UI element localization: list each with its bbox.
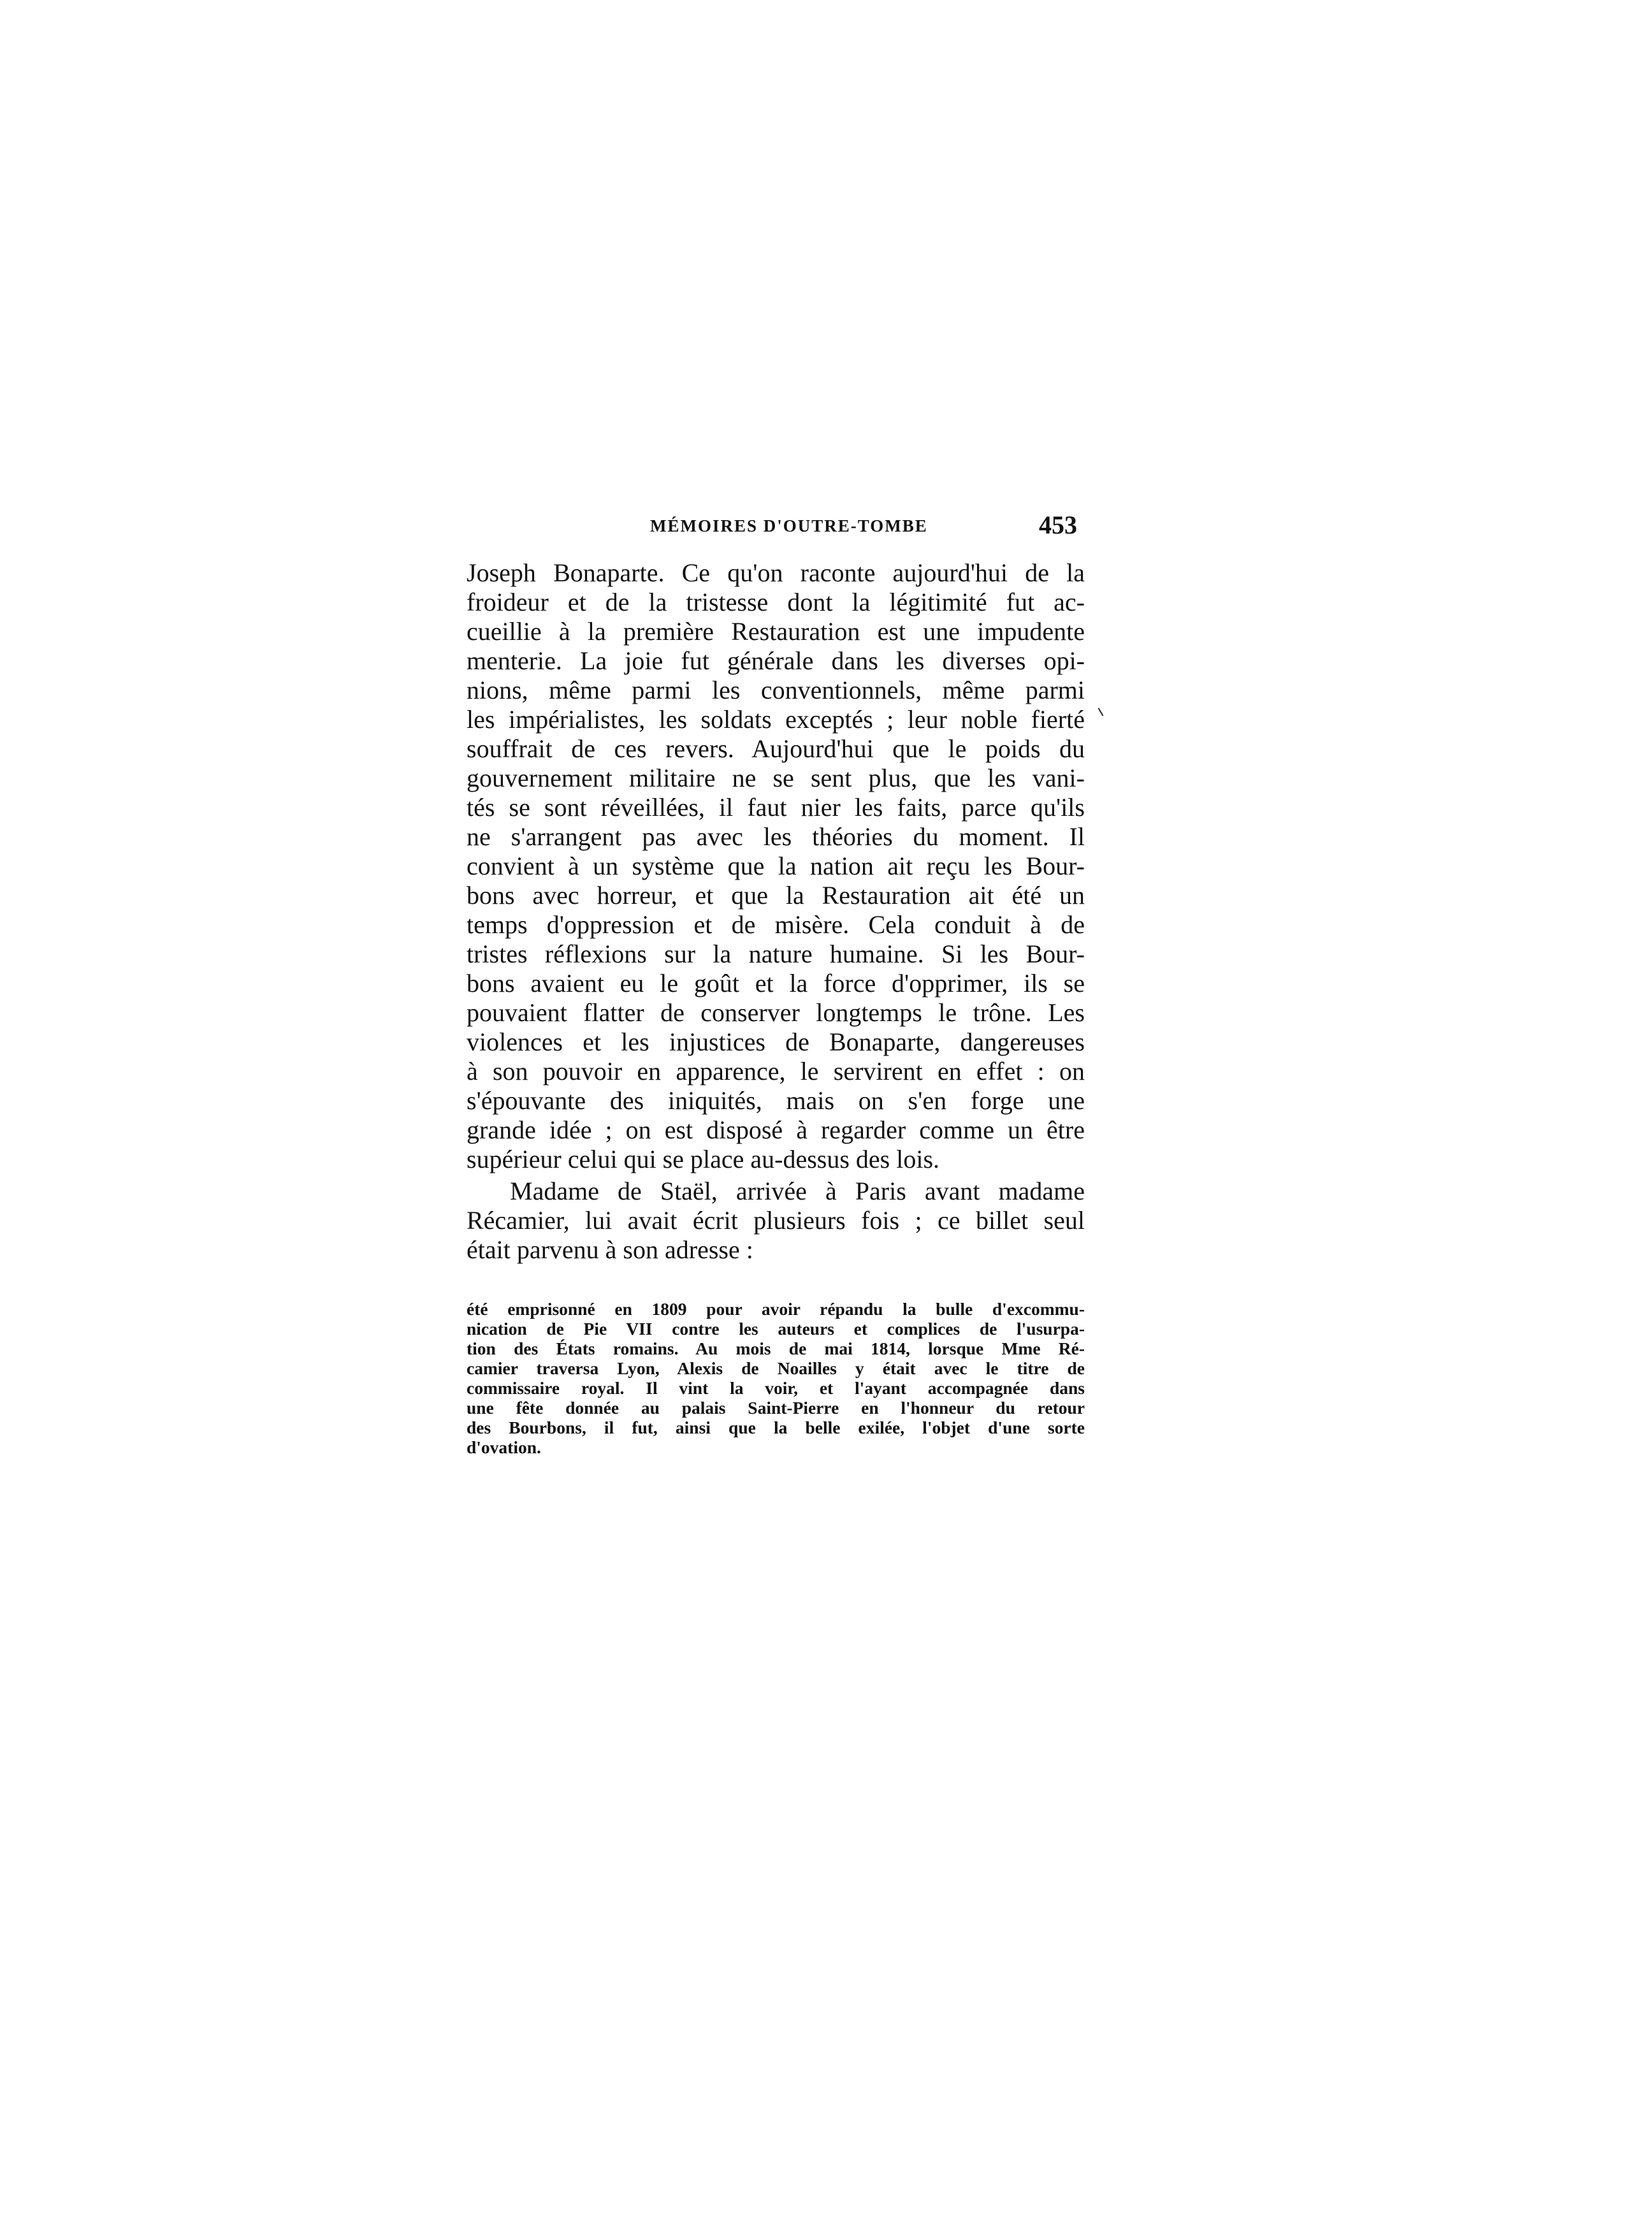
body-line: gouvernement militaire ne se sent plus, que les vani- xyxy=(467,764,1085,792)
body-line: bons avaient eu le goût et la force d'opprimer, ils se xyxy=(467,969,1085,998)
footnote-line: été emprisonné en 1809 pour avoir répandu la bulle d'excommu- xyxy=(467,1299,1085,1319)
body-line: bons avec horreur, et que la Restauration ait été un xyxy=(467,881,1085,910)
body-line: menterie. La joie fut générale dans les diverses opi- xyxy=(467,646,1085,675)
body-line: tristes réflexions sur la nature humaine. Si les Bour- xyxy=(467,940,1085,968)
body-line: Madame de Staël, arrivée à Paris avant madame xyxy=(510,1177,1085,1205)
body-line: temps d'oppression et de misère. Cela conduit à de xyxy=(467,910,1085,939)
body-line: convient à un système que la nation ait reçu les Bour- xyxy=(467,852,1085,880)
body-line: supérieur celui qui se place au-dessus des lois. xyxy=(467,1145,940,1173)
running-title: MÉMOIRES D'OUTRE-TOMBE xyxy=(650,516,928,535)
body-line: froideur et de la tristesse dont la légitimité fut ac- xyxy=(467,588,1085,616)
footnote-line: des Bourbons, il fut, ainsi que la belle exilée, l'objet d'une sorte xyxy=(467,1418,1085,1437)
footnote-line: camier traversa Lyon, Alexis de Noailles y était avec le titre de xyxy=(467,1358,1085,1378)
page-number: 453 xyxy=(1039,511,1077,539)
footnote-line: commissaire royal. Il vint la voir, et l'ayant accompagnée dans xyxy=(467,1378,1085,1398)
body-line: ne s'arrangent pas avec les théories du moment. Il xyxy=(467,822,1085,851)
body-line: nions, même parmi les conventionnels, même parmi xyxy=(467,676,1085,704)
body-line: pouvaient flatter de conserver longtemps le trône. Les xyxy=(467,998,1085,1027)
body-line: Récamier, lui avait écrit plusieurs fois ; ce billet seul xyxy=(467,1206,1085,1235)
body-line: Joseph Bonaparte. Ce qu'on raconte aujourd'hui de la xyxy=(467,558,1085,587)
body-line: les impérialistes, les soldats exceptés ; leur noble fierté xyxy=(467,705,1085,734)
footnote-line: nication de Pie VII contre les auteurs et complices de l'usurpa- xyxy=(467,1319,1085,1339)
footnote-line: d'ovation. xyxy=(467,1437,541,1457)
body-line: était parvenu à son adresse : xyxy=(467,1235,753,1264)
body-line: tés se sont réveillées, il faut nier les faits, parce qu'ils xyxy=(467,793,1085,822)
body-line: à son pouvoir en apparence, le servirent en effet : on xyxy=(467,1057,1085,1085)
body-line: s'épouvante des iniquités, mais on s'en forge une xyxy=(467,1086,1085,1115)
stray-mark xyxy=(1098,708,1104,716)
footnote-line: une fête donnée au palais Saint-Pierre en l'honneur du retour xyxy=(467,1398,1085,1418)
body-line: violences et les injustices de Bonaparte, dangereuses xyxy=(467,1027,1085,1056)
body-line: cueillie à la première Restauration est une impudente xyxy=(467,617,1085,646)
body-line: souffrait de ces revers. Aujourd'hui que le poids du xyxy=(467,734,1085,763)
body-line: grande idée ; on est disposé à regarder comme un être xyxy=(467,1115,1085,1144)
footnote-line: tion des États romains. Au mois de mai 1814, lorsque Mme Ré- xyxy=(467,1339,1085,1358)
